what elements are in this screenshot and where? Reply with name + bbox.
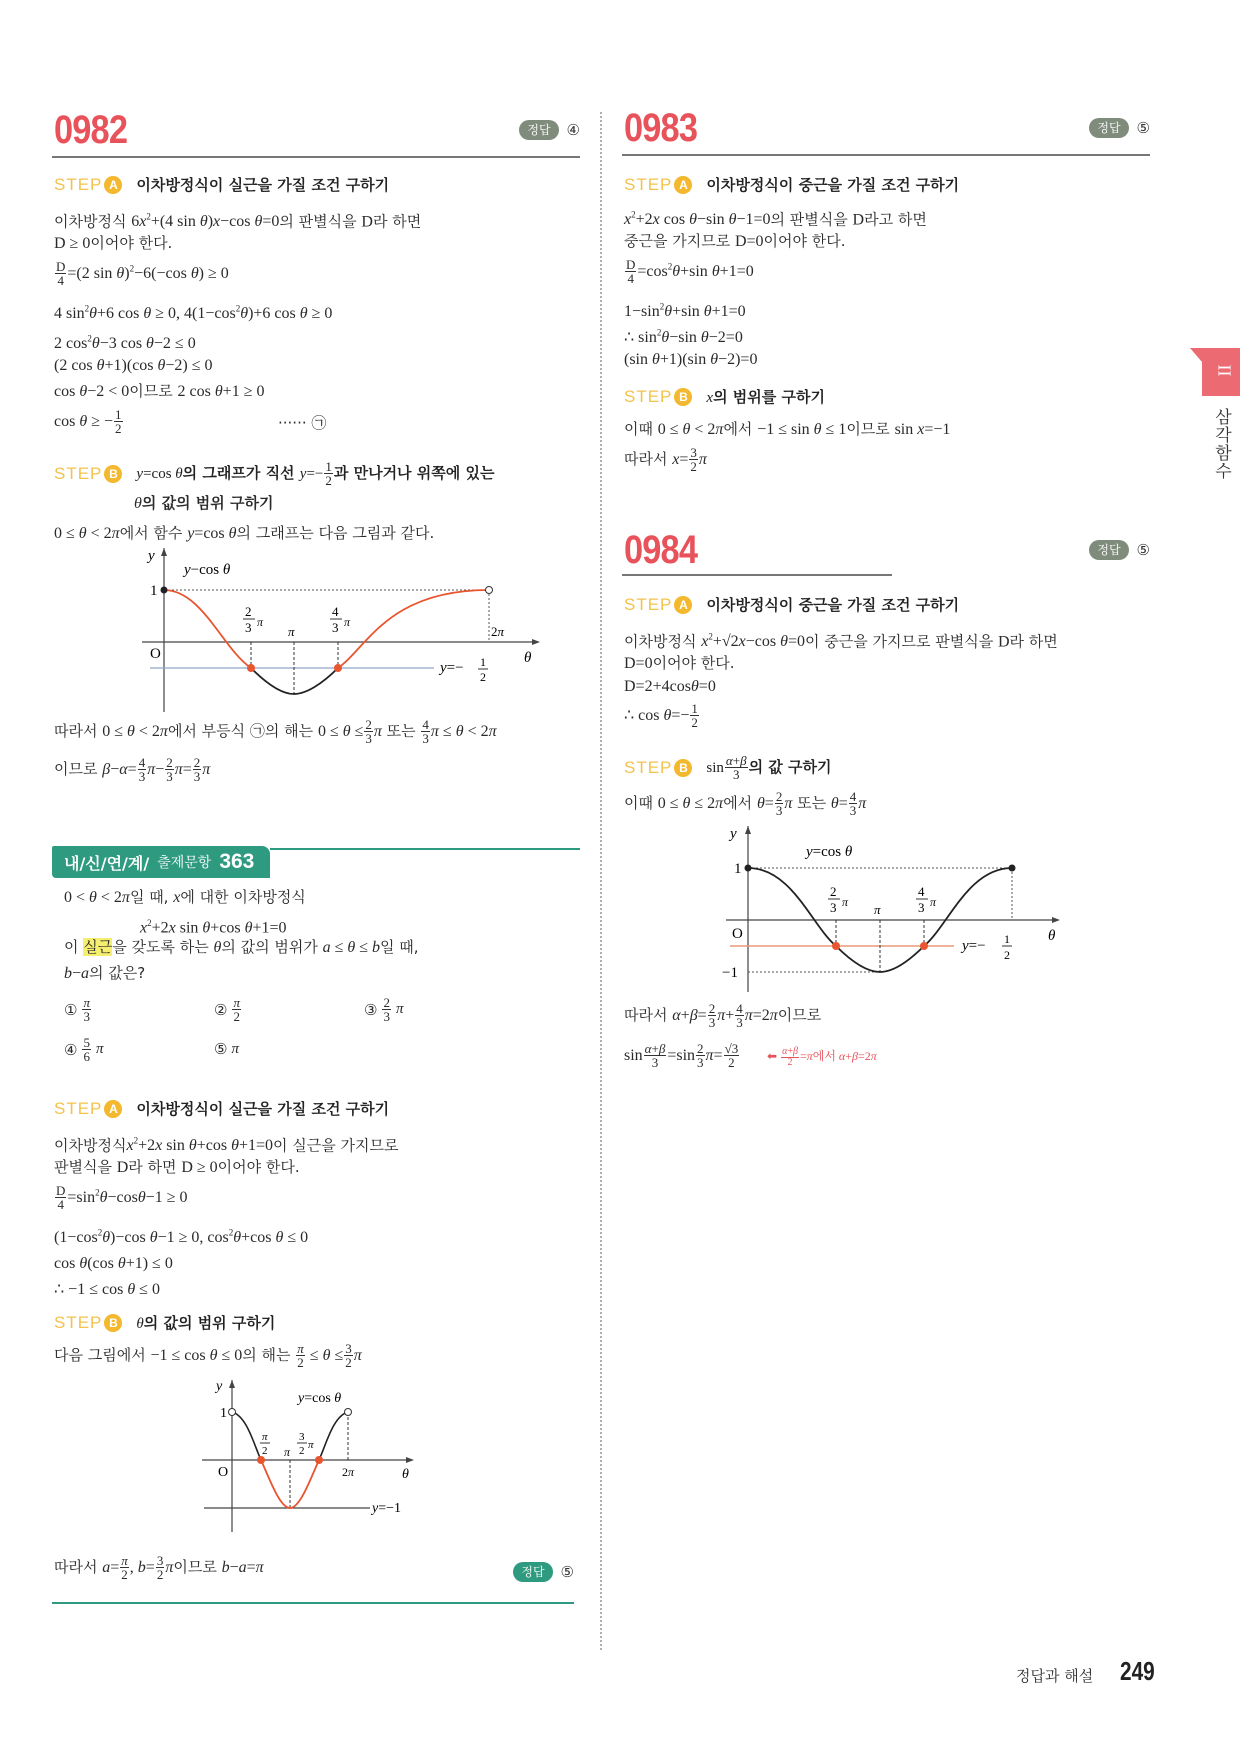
footer-label: 정답과 해설 [1016,1667,1094,1685]
solution-line: 이차방정식 $6x^2+(4$ sin θ)x−cos θ=0의 판별식을 D라 하면 [54,212,422,231]
solution-line: 이때 0 ≤ θ ≤ 2π에서 θ= $\frac{2}{3}$ π 또는 θ= $\frac{4}{3}$ π [624,789,867,818]
step-title: 이차방정식이 실근을 가질 조건 구하기 [136,1100,390,1118]
answer-box [519,120,580,140]
step-a-heading [624,594,959,615]
problem-0982-header [52,108,580,156]
svg-text:π: π [284,1445,291,1459]
banner-subtitle: 출제문항 [157,855,212,871]
solution-line: $\frac{D}{4}$ =(2 sin θ)$^2$−6(−cos θ) ≥ 0 [56,259,229,289]
problem-rule [622,574,892,576]
step-title: sin $\frac{\alpha+\beta}{3}$ 의 값 구하기 [706,753,832,782]
svg-text:y=−1: y=−1 [372,1501,402,1516]
solution-line: cos θ ≥ − $\frac{1}{2}$ [54,407,122,436]
answer-badge: 정답 [1089,540,1128,560]
solution-line: 이므로 β−α= $\frac{4}{3}$ π− $\frac{2}{3}$ π= $\frac{2}{3}$ π [54,755,211,784]
step-title: y=cos θ의 그래프가 직선 y=− $\frac{1}{2}$ 과 만나거나 위쪽에 있는 [136,459,495,488]
step-letter-badge: A [674,176,692,194]
svg-text:2: 2 [299,1445,305,1457]
step-a-heading [54,174,389,195]
choice-4[interactable]: ④ $\frac{5}{6}$ π [64,1035,104,1064]
svg-text:2: 2 [262,1445,268,1457]
solution-line: cos θ−2 < 0이므로 2 cos θ+1 ≥ 0 [54,382,265,400]
solution-line: ∴ cos θ=− $\frac{1}{2}$ [624,701,698,730]
choice-3[interactable]: ③ $\frac{2}{3}$ π [364,995,404,1024]
solution-line: 0 ≤ θ < 2π에서 함수 y=cos θ의 그래프는 다음 그림과 같다. [54,524,435,542]
svg-text:O: O [218,1465,229,1480]
step-letter-badge: B [674,759,692,777]
graph-cos-0984 [722,826,1082,996]
solution-line: 이차방정식 $x^2+√2x-\cos$ θ=0이 중근을 가지므로 판별식을 D라 하면 [624,632,1058,651]
svg-text:π: π [344,615,351,629]
column-divider [600,112,602,1650]
step-title: 이차방정식이 중근을 가질 조건 구하기 [706,176,960,194]
solution-line: 판별식을 D라 하면 D ≥ 0이어야 한다. [54,1158,300,1176]
tab-notch [1190,348,1202,362]
step-label: STEP [54,174,103,194]
equation-tag: ······ ㉠ [278,414,327,432]
svg-text:−1: −1 [722,965,738,981]
svg-text:2: 2 [1004,948,1010,962]
step-letter-badge: B [104,465,122,483]
chapter-number: II [1214,364,1235,377]
solution-line: 따라서 0 ≤ θ < 2π에서 부등식 ㉠의 해는 0 ≤ θ ≤ $\frac{2}{3}$ π 또는 $\frac{4}{3}$ π ≤ θ < 2π [54,717,497,746]
choice-1[interactable]: ① $\frac{\pi}{3}$ [64,995,90,1024]
text: 이 [64,938,84,956]
solution-line: 중근을 가지므로 D=0이어야 한다. [624,232,846,250]
choice-5[interactable]: ⑤ π [214,1040,239,1058]
step-b-heading [624,386,825,407]
solution-line: 2 $\cos^2\theta-3$ cos θ−2 ≤ 0 [54,334,196,353]
step-title: 이차방정식이 중근을 가질 조건 구하기 [706,596,960,614]
svg-text:3: 3 [299,1431,305,1443]
step-letter-badge: A [104,176,122,194]
step-label: STEP [624,174,673,194]
choice-mark: ⑤ [214,1040,228,1058]
solution-line: 이차방정식$x^2+2x$ sin θ+cos θ+1=0이 실근을 가지므로 [54,1136,399,1155]
step-label: STEP [624,594,673,614]
page-number: 249 [1120,1656,1155,1686]
svg-text:1: 1 [220,1406,227,1421]
step-a-heading [624,174,959,195]
step-title-continued: θ의 값의 범위 구하기 [134,494,274,512]
problem-rule [622,154,1150,156]
svg-text:2: 2 [480,670,486,684]
choice-mark: ③ [364,1000,378,1019]
question-line: 0 < θ < 2π일 때, x에 대한 이차방정식 [64,888,306,906]
step-title: 이차방정식이 실근을 가질 조건 구하기 [136,176,390,194]
banner-title: 내/신/연/계/ [64,853,150,873]
answer-box [1089,540,1150,560]
choice-mark: ② [214,1000,228,1019]
solution-line: 따라서 a= $\frac{\pi}{2}$ , b= $\frac{3}{2}$ π이므로 b−a=π [54,1553,264,1582]
banner-rule [270,848,580,850]
graph-cos-0982 [142,548,542,718]
svg-text:π: π [930,895,937,909]
solution-line: 다음 그림에서 −1 ≤ cos θ ≤ 0의 해는 $\frac{\pi}{2}$ ≤ θ ≤ $\frac{3}{2}$ π [54,1341,362,1370]
answer-box [1089,118,1150,138]
question-line: b−a의 값은? [64,964,146,982]
step-letter-badge: A [104,1100,122,1118]
svg-text:y=cos θ: y=cos θ [298,1391,342,1406]
problem-rule [52,156,580,158]
solution-line: (sin θ+1)(sin θ−2)=0 [624,351,758,368]
solution-line: 따라서 α+β= $\frac{2}{3}$ π+ $\frac{4}{3}$ π=2π이므로 [624,1001,822,1030]
problem-number: 0983 [624,106,698,150]
problem-number: 0984 [624,528,698,572]
chapter-tab[interactable] [1190,348,1240,396]
answer-badge: 정답 [519,120,558,140]
problem-0984-header [622,528,1150,576]
choice-mark: ① [64,1000,78,1019]
svg-text:2π: 2π [491,624,505,639]
svg-text:y: y [216,1380,223,1394]
svg-text:π: π [874,902,881,917]
svg-text:π: π [288,624,295,639]
svg-text:1: 1 [734,861,742,877]
solution-line: $x^2+2x$ cos θ−sin θ−1=0의 판별식을 D라고 하면 [624,210,927,229]
svg-text:y: y [730,826,737,842]
solution-line: cos θ(cos θ+1) ≤ 0 [54,1255,173,1272]
solution-line: D=2+4cosθ=0 [624,678,716,695]
svg-text:y=−: y=− [440,660,464,676]
svg-text:θ: θ [402,1467,409,1482]
step-letter-badge: A [674,596,692,614]
step-b-heading [54,1312,275,1333]
question-line: 이 실근을 갖도록 하는 θ의 값의 범위가 a ≤ θ ≤ b일 때, [64,938,419,956]
svg-text:y=cos θ: y=cos θ [806,844,853,860]
svg-text:π: π [262,1431,268,1443]
side-note: ⬅ $\frac{\alpha+\beta}{2}$ =π에서 α+β=2π [767,1045,877,1068]
step-letter-badge: B [104,1314,122,1332]
answer-value: ⑤ [1136,541,1150,559]
problem-number: 0982 [54,108,128,152]
solution-line: $\frac{D}{4}$ $=\cos^2\theta+\sin$ θ+1=0 [626,257,754,287]
arrow-left-icon: ⬅ [767,1049,778,1063]
step-title: x의 범위를 구하기 [706,388,825,406]
answer-box [513,1562,574,1582]
svg-text:π: π [257,615,264,629]
banner-number: 363 [219,850,255,873]
svg-text:1: 1 [1004,932,1010,946]
svg-text:3: 3 [830,900,837,915]
svg-text:1: 1 [480,655,486,669]
answer-badge: 정답 [1089,118,1128,138]
svg-text:2π: 2π [342,1465,355,1479]
svg-text:2: 2 [830,884,837,899]
svg-text:3: 3 [332,620,339,635]
solution-line: 따라서 x= $\frac{3}{2}$ π [624,445,707,474]
step-label: STEP [624,386,673,406]
step-label: STEP [54,463,103,483]
solution-line: ∴ $\sin^2\theta-\sin$ θ−2=0 [624,328,743,347]
svg-text:3: 3 [245,620,252,635]
choice-mark: ④ [64,1040,78,1059]
solution-line: $\frac{D}{4}$ $=\sin^2\theta-\cos\theta-1 \ge 0$ [56,1183,188,1213]
solution-line: D ≥ 0이어야 한다. [54,234,173,252]
solution-line: ∴ −1 ≤ cos θ ≤ 0 [54,1281,160,1298]
solution-line: $(1-\cos^2\theta)-\cos$ θ−1 ≥ 0, $\cos^2\theta+\cos$ θ ≤ 0 [54,1228,309,1247]
highlighted-term: 실근 [83,938,113,956]
related-problem-banner [52,846,580,878]
svg-text:π: π [842,895,849,909]
step-letter-badge: B [674,388,692,406]
graph-cos-related [202,1380,462,1540]
step-label: STEP [624,757,673,777]
step-title: θ의 값의 범위 구하기 [136,1314,276,1332]
svg-text:y: y [148,548,155,564]
svg-text:2: 2 [245,604,252,619]
chapter-label: 삼각함수 [1211,408,1231,480]
answer-badge: 정답 [513,1562,552,1582]
step-b-heading [54,460,494,487]
solution-line: (2 cos θ+1)(cos θ−2) ≤ 0 [54,357,213,374]
svg-text:θ: θ [524,650,532,666]
svg-text:θ: θ [1048,928,1056,944]
answer-value: ⑤ [560,1563,574,1581]
svg-text:3: 3 [918,900,925,915]
related-bottom-rule [52,1602,574,1604]
step-label: STEP [54,1098,103,1118]
svg-text:1: 1 [150,583,158,599]
svg-text:4: 4 [332,604,339,619]
solution-line: 4 $\sin^2\theta+6$ cos θ ≥ 0, $4(1-\cos^2\theta)+6$ cos θ ≥ 0 [54,304,333,323]
answer-value: ④ [566,121,580,139]
solution-line: 이때 0 ≤ θ < 2π에서 −1 ≤ sin θ ≤ 1이므로 sin x=−1 [624,420,951,438]
svg-text:O: O [150,646,161,662]
svg-text:4: 4 [918,884,925,899]
svg-text:y=−: y=− [962,938,986,954]
step-label: STEP [54,1312,103,1332]
step-b-heading [624,754,831,781]
svg-text:y−cos θ: y−cos θ [184,562,231,578]
solution-line: sin $\frac{\alpha+\beta}{3}$ =sin $\frac{2}{3}$ π= $\frac{√3}{2}$ ⬅ $\frac{\alpha+\beta}{2}$ =π에서 α+β=2π [624,1041,877,1070]
svg-text:π: π [308,1439,314,1451]
solution-line: $1-\sin^2\theta+\sin$ θ+1=0 [624,302,746,321]
svg-text:O: O [732,926,743,942]
answer-value: ⑤ [1136,119,1150,137]
banner-tag [52,846,270,878]
step-a-heading [54,1098,389,1119]
question-equation: $x^2+2x$ sin θ+cos θ+1=0 [140,918,287,937]
problem-0983-header [622,106,1150,154]
solution-line: D=0이어야 한다. [624,654,735,672]
choice-2[interactable]: ② $\frac{\pi}{2}$ [214,995,240,1024]
